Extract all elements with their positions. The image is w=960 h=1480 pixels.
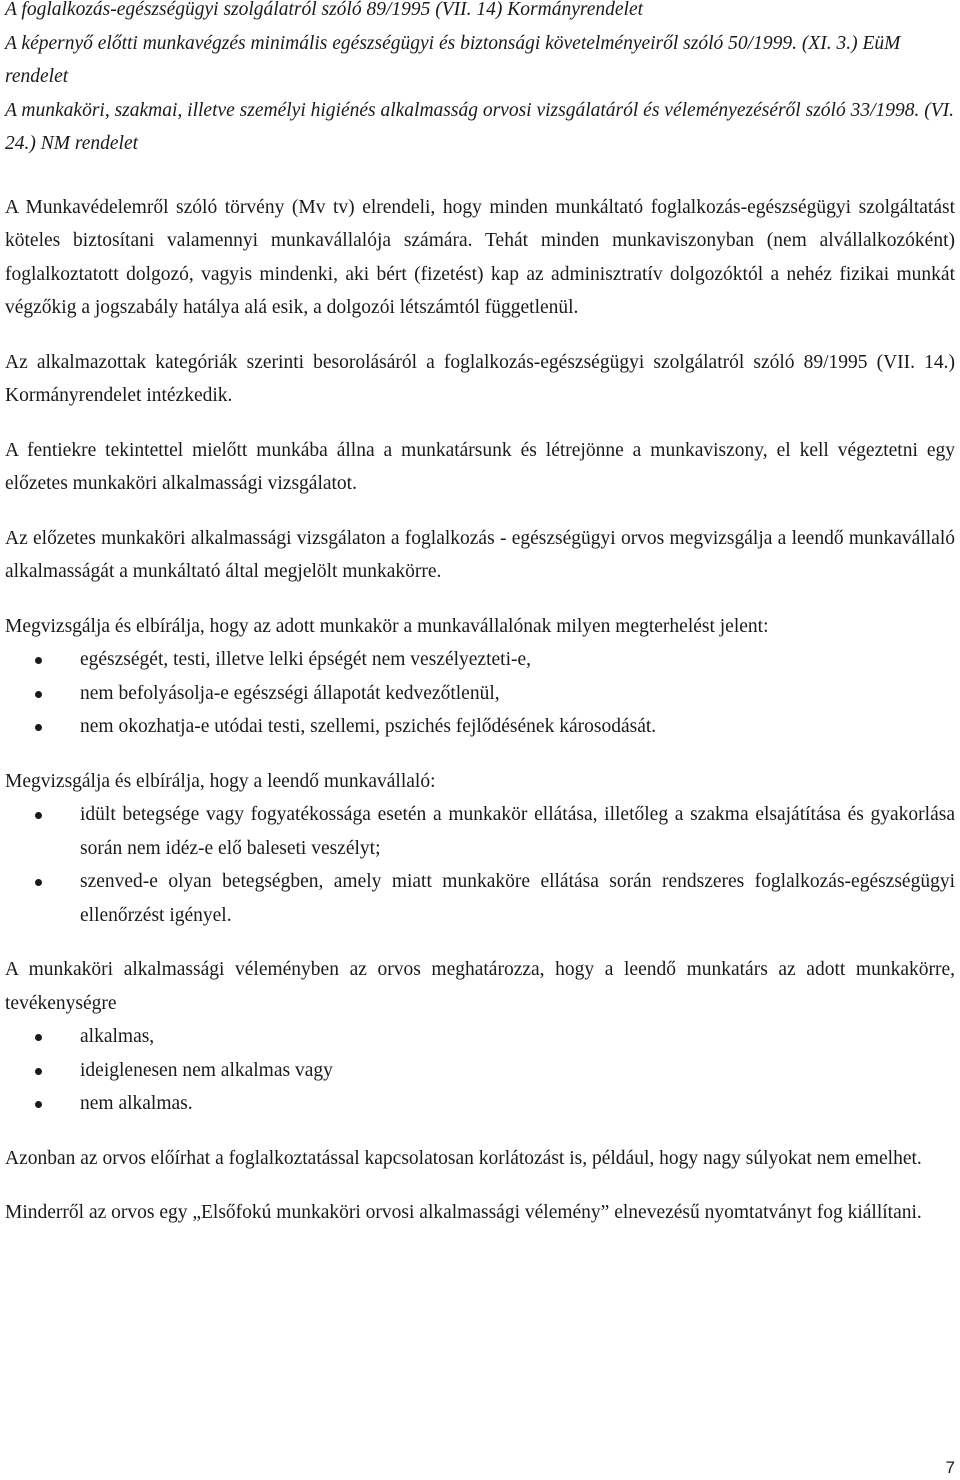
list-item: nem befolyásolja-e egészségi állapotát kedvezőtlenül, <box>5 677 955 711</box>
list-item: szenved-e olyan betegségben, amely miatt munkaköre ellátása során rendszeres foglalkozás-egészségügyi ellenőrzést igényel. <box>5 865 955 932</box>
burden-list <box>5 643 955 744</box>
paragraph-worker-intro: Megvizsgálja és elbírálja, hogy a leendő munkavállaló: <box>5 770 436 792</box>
reference-item: A képernyő előtti munkavégzés minimális egészségügyi és biztonsági követelményeiről szóló 50/1999. (XI. 3.) EüM rendelet <box>5 32 901 87</box>
paragraph-form: Minderről az orvos egy „Elsőfokú munkaköri orvosi alkalmassági vélemény” elnevezésű nyomtatványt fog kiállítani. <box>5 1202 922 1223</box>
fitness-options-list <box>5 1020 955 1121</box>
paragraph-restriction: Azonban az orvos előírhat a foglalkoztatással kapcsolatosan korlátozást is, például, hogy nagy súlyokat nem emelhet. <box>5 1147 922 1169</box>
worker-list <box>5 798 955 932</box>
list-item: ideiglenesen nem alkalmas vagy <box>5 1054 955 1088</box>
paragraph-mv-tv: A Munkavédelemről szóló törvény (Mv tv) elrendeli, hogy minden munkáltató foglalkozás-egészségügyi szolgáltatást köteles biztosítani valamennyi munkavállalója számára. Tehát minden munkaviszonyban (nem alvállalkozóként) foglalkoztatott dolgozó, vagyis mindenki, aki bért (fizetést) kap az adminisztratív dolgozóktól a nehéz fizikai munkát végzőkig a jogszabály hatálya alá esik, a dolgozói létszámtól függetlenül. <box>5 196 955 318</box>
list-item: idült betegsége vagy fogyatékossága esetén a munkakör ellátása, illetőleg a szakma elsajátítása és gyakorlása során nem idéz-e elő baleseti veszélyt; <box>5 798 955 865</box>
paragraph-opinion-intro: A munkaköri alkalmassági véleményben az orvos meghatározza, hogy a leendő munkatárs az adott munkakörre, tevékenységre <box>5 959 955 1014</box>
page-number: 7 <box>945 1458 955 1477</box>
list-item: nem alkalmas. <box>5 1087 955 1121</box>
list-item: nem okozhatja-e utódai testi, szellemi, pszichés fejlődésének károsodását. <box>5 710 955 744</box>
paragraph-burden-intro: Megvizsgálja és elbírálja, hogy az adott munkakör a munkavállalónak milyen megterhelést jelent: <box>5 615 769 637</box>
paragraph-examination: Az előzetes munkaköri alkalmassági vizsgálaton a foglalkozás - egészségügyi orvos megvizsgálja a leendő munkavállaló alkalmasságát a munkáltató által megjelölt munkakörre. <box>5 527 955 582</box>
legal-references <box>5 0 955 161</box>
list-item: alkalmas, <box>5 1020 955 1054</box>
reference-item: A foglalkozás-egészségügyi szolgálatról szóló 89/1995 (VII. 14) Kormányrendelet <box>5 0 644 20</box>
reference-item: A munkaköri, szakmai, illetve személyi higiénés alkalmasság orvosi vizsgálatáról és véleményezéséről szóló 33/1998. (VI. 24.) NM rendelet <box>5 99 955 154</box>
list-item: egészségét, testi, illetve lelki épségét nem veszélyezteti-e, <box>5 643 955 677</box>
paragraph-pre-employment: A fentiekre tekintettel mielőtt munkába állna a munkatársunk és létrejönne a munkaviszony, el kell végeztetni egy előzetes munkaköri alkalmassági vizsgálatot. <box>5 439 955 494</box>
document-page <box>5 0 955 1230</box>
paragraph-categories: Az alkalmazottak kategóriák szerinti besorolásáról a foglalkozás-egészségügyi szolgálatról szóló 89/1995 (VII. 14.) Kormányrendelet intézkedik. <box>5 351 955 406</box>
